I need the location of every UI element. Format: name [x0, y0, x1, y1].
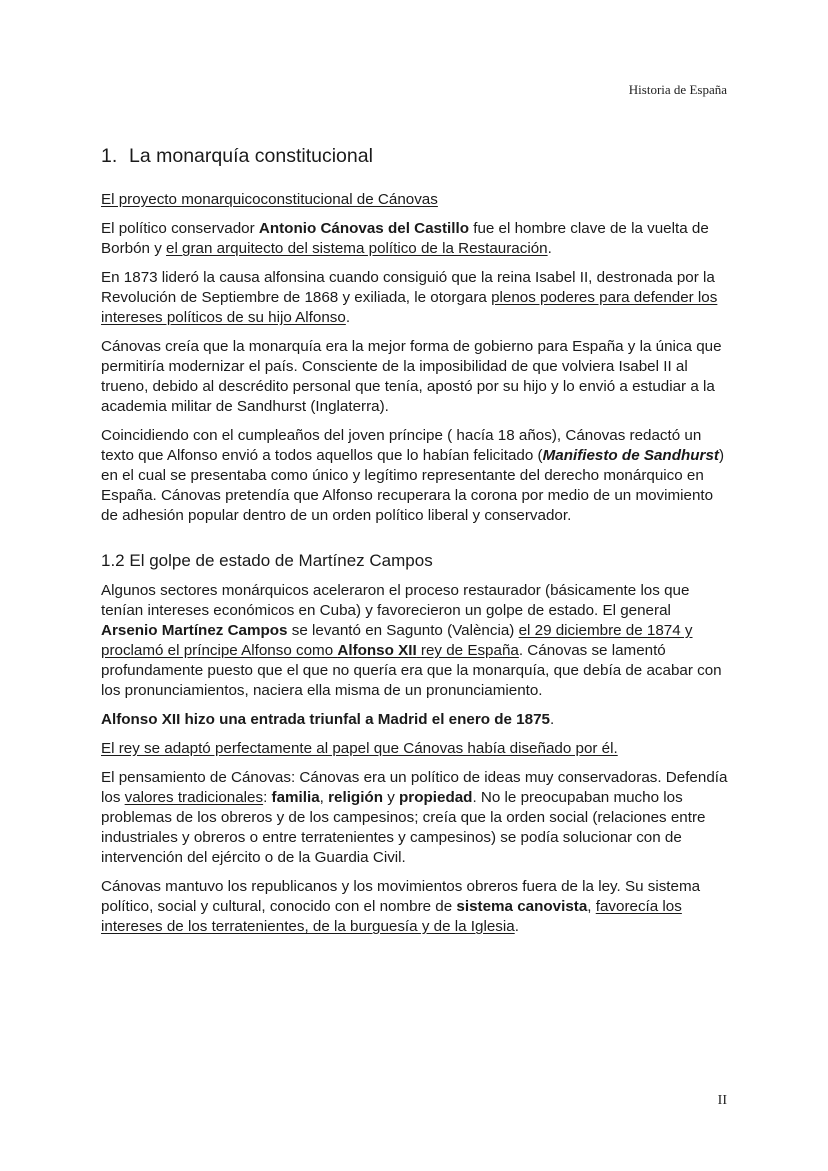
section-1-title: La monarquía constitucional: [129, 145, 373, 167]
text: fue el hombre clave de la vuelta de Borbón y: [101, 220, 709, 257]
bold-text: Antonio Cánovas del Castillo: [258, 220, 469, 237]
section-2-heading: 1.2 El golpe de estado de Martínez Campos: [101, 551, 433, 570]
text: . Cánovas se lamentó profundamente puesto que el que no quería era que la monarquía, que debía de acabar con los pronunciamientos, naciera ella misma de un pronunciamiento.: [101, 642, 722, 699]
paragraph-entrada-madrid: [101, 710, 731, 730]
paragraph-manifiesto: [101, 426, 731, 526]
paragraph-sistema-canovista: [101, 877, 731, 937]
text: ,: [587, 898, 596, 915]
section-1-number: 1.: [101, 145, 118, 167]
underlined-text: plenos poderes para defender los intereses políticos de su hijo Alfonso: [101, 289, 718, 326]
bold-text: religión: [328, 789, 383, 806]
paragraph-1873: [101, 268, 731, 328]
paragraph-rey-adapto: [101, 739, 731, 759]
text: . No le preocupaban mucho los problemas de los obreros y de los campesinos; creía que la orden social (relaciones entre industriales y obreros o entre terratenientes y campesinos) se podía solucionar con de intervención del ejército o de la Guardia Civil.: [101, 789, 706, 866]
text: ,: [319, 789, 329, 806]
bold-italic-text: [543, 447, 719, 464]
subtitle-text: El proyecto monarquicoconstitucional de Cánovas: [101, 191, 438, 208]
text: :: [263, 789, 272, 806]
paragraph-golpe: [101, 581, 731, 701]
section-1-subtitle: [101, 190, 731, 210]
text: Coincidiendo con el cumpleaños del joven príncipe ( hacía 18 años), Cánovas redactó un texto que Alfonso envió a todos aquellos que lo habían felicitado (: [101, 427, 702, 464]
manifiesto-title: Manifiesto de Sandhurst: [542, 447, 719, 464]
text: ) en el cual se presentaba como único y legítimo representante del derecho monárquico en España. Cánovas pretendía que Alfonso recuperara la corona por medio de un movimiento de adhesión popular dentro de un orden político liberal y conservador.: [101, 447, 725, 524]
section-1-heading: [101, 144, 731, 168]
paragraph-canovas-intro: [101, 219, 731, 259]
underlined-text: El rey se adaptó perfectamente al papel que Cánovas había diseñado por él.: [101, 740, 618, 757]
bold-text: Alfonso XII hizo una entrada triunfal a Madrid el enero de 1875: [101, 711, 550, 728]
paragraph-pensamiento: [101, 768, 731, 868]
underlined-text: el gran arquitecto del sistema político de la Restauración: [166, 240, 548, 257]
text: .: [549, 711, 555, 728]
bold-text: Alfonso XII: [337, 642, 417, 659]
text: En 1873 lideró la causa alfonsina cuando consiguió que la reina Isabel II, destronada por la Revolución de Septiembre de 1868 y exiliada, le otorgara: [101, 269, 715, 306]
bold-text: propiedad: [399, 789, 473, 806]
page-number: II: [717, 1093, 727, 1108]
text: el 29 diciembre de 1874 y proclamó el príncipe Alfonso como: [101, 622, 693, 659]
bold-text: familia: [271, 789, 320, 806]
text: y: [382, 789, 400, 806]
text: .: [345, 309, 351, 326]
paragraph-monarquia: Cánovas creía que la monarquía era la mejor forma de gobierno para España y la única que permitiría modernizar el país. Consciente de la imposibilidad de que volviera Isabel II al trueno, debido al descrédito personal que tenía, apostó por su hijo y lo envió a estudiar a la academia militar de Sandhurst (Inglaterra).: [101, 338, 722, 415]
page-header: Historia de España: [628, 82, 727, 97]
text: Algunos sectores monárquicos aceleraron el proceso restaurador (básicamente los que tenían intereses económicos en Cuba) y favorecieron un golpe de estado. El general: [101, 582, 690, 619]
text: .: [514, 918, 519, 935]
document-body: [101, 144, 731, 946]
underlined-text: favorecía los intereses de los terratenientes, de la burguesía y de la Iglesia: [101, 898, 682, 935]
text: El político conservador: [101, 220, 259, 237]
text: .: [547, 240, 552, 257]
text: rey de España: [416, 642, 519, 659]
text: El pensamiento de Cánovas: Cánovas era un político de ideas muy conservadoras. Defendía los: [101, 769, 728, 806]
bold-text: Arsenio Martínez Campos: [101, 622, 288, 639]
text: Cánovas mantuvo los republicanos y los movimientos obreros fuera de la ley. Su sistema político, social y cultural, conocido con el nombre de: [101, 878, 701, 915]
text: se levantó en Sagunto (València): [287, 622, 519, 639]
underlined-text: valores tradicionales: [124, 789, 264, 806]
bold-text: sistema canovista: [456, 898, 588, 915]
